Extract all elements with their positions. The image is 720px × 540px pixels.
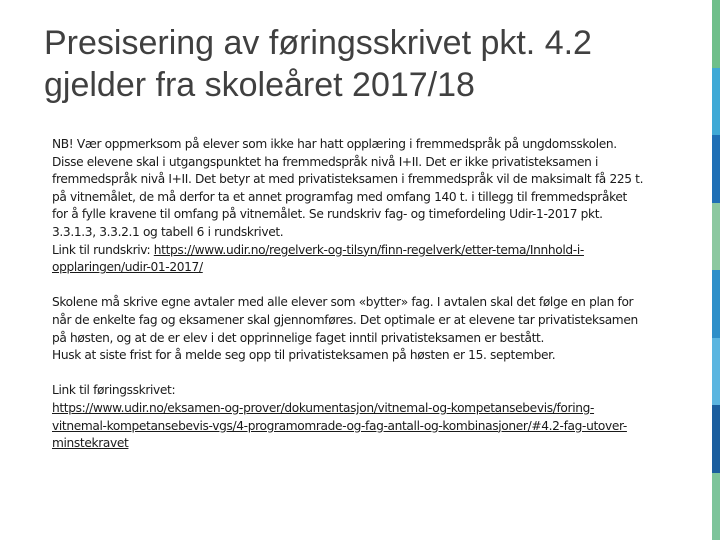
decorative-stripe	[712, 405, 720, 473]
paragraph-nb-notice	[52, 136, 672, 277]
rundskriv-link-label: Link til rundskriv:	[52, 242, 154, 257]
foringsskriv-link-continued[interactable]: vitnemal-kompetansebevis-vgs/4-programomrade-og-fag-antall-og-kombinasjoner/#4.2-fag-utover-	[52, 418, 627, 433]
slide-body	[52, 136, 672, 470]
paragraph-agreements	[52, 294, 672, 364]
rundskriv-link[interactable]: https://www.udir.no/regelverk-og-tilsyn/finn-regelverk/etter-tema/Innhold-i-	[153, 242, 584, 257]
text-line: fremmedspråk nivå I+II. Det betyr at med privatisteksamen i fremmedspråk vil de maksimalt få 225 t.	[52, 172, 644, 187]
text-line: NB! Vær oppmerksom på elever som ikke har hatt opplæring i fremmedspråk på ungdomsskolen.	[52, 137, 617, 151]
decorative-stripe-bar	[712, 0, 720, 540]
text-line: Disse elevene skal i utgangspunktet ha fremmedspråk nivå I+II. Det er ikke privatisteksamen i	[52, 154, 599, 169]
text-line: Skolene må skrive egne avtaler med alle elever som «bytter» fag. I avtalen skal det følge en plan for	[52, 295, 634, 310]
foringsskriv-link-label: Link til føringsskrivet:	[52, 383, 176, 398]
text-line: 3.3.1.3, 3.3.2.1 og tabell 6 i rundskrivet.	[52, 224, 284, 239]
rundskriv-link-continued[interactable]: opplaringen/udir-01-2017/	[52, 260, 203, 275]
slide-title	[44, 22, 684, 106]
text-line: for å fylle kravene til omfang på vitnemålet. Se rundskriv fag- og timefordeling Udir-1-2017 pkt.	[52, 207, 603, 222]
decorative-stripe	[712, 0, 720, 68]
decorative-stripe	[712, 473, 720, 540]
decorative-stripe	[712, 135, 720, 203]
foringsskriv-link[interactable]: https://www.udir.no/eksamen-og-prover/dokumentasjon/vitnemal-og-kompetansebevis/foring-	[52, 400, 595, 415]
decorative-stripe	[712, 338, 720, 406]
decorative-stripe	[712, 68, 720, 136]
foringsskriv-link-continued[interactable]: minstekravet	[52, 436, 129, 451]
rundskriv-link-line	[52, 242, 672, 260]
text-line: på vitnemålet, de må derfor ta et annet programfag med omfang 140 t. i tillegg til fremmedspråket	[52, 189, 627, 204]
text-line: når de enkelte fag og eksamener skal gjennomføres. Det optimale er at elevene tar privatisteksamen	[52, 312, 638, 327]
decorative-stripe	[712, 203, 720, 271]
title-line-2: gjelder fra skoleåret 2017/18	[44, 66, 475, 104]
title-line-1: Presisering av føringsskrivet pkt. 4.2	[44, 24, 592, 62]
decorative-stripe	[712, 270, 720, 338]
text-line: på høsten, og at de er elev i det opprinnelige faget inntil privatisteksamen er bestått.	[52, 330, 545, 345]
text-line: Husk at siste frist for å melde seg opp til privatisteksamen på høsten er 15. september.	[52, 348, 556, 363]
paragraph-foringsskriv-link	[52, 382, 672, 452]
